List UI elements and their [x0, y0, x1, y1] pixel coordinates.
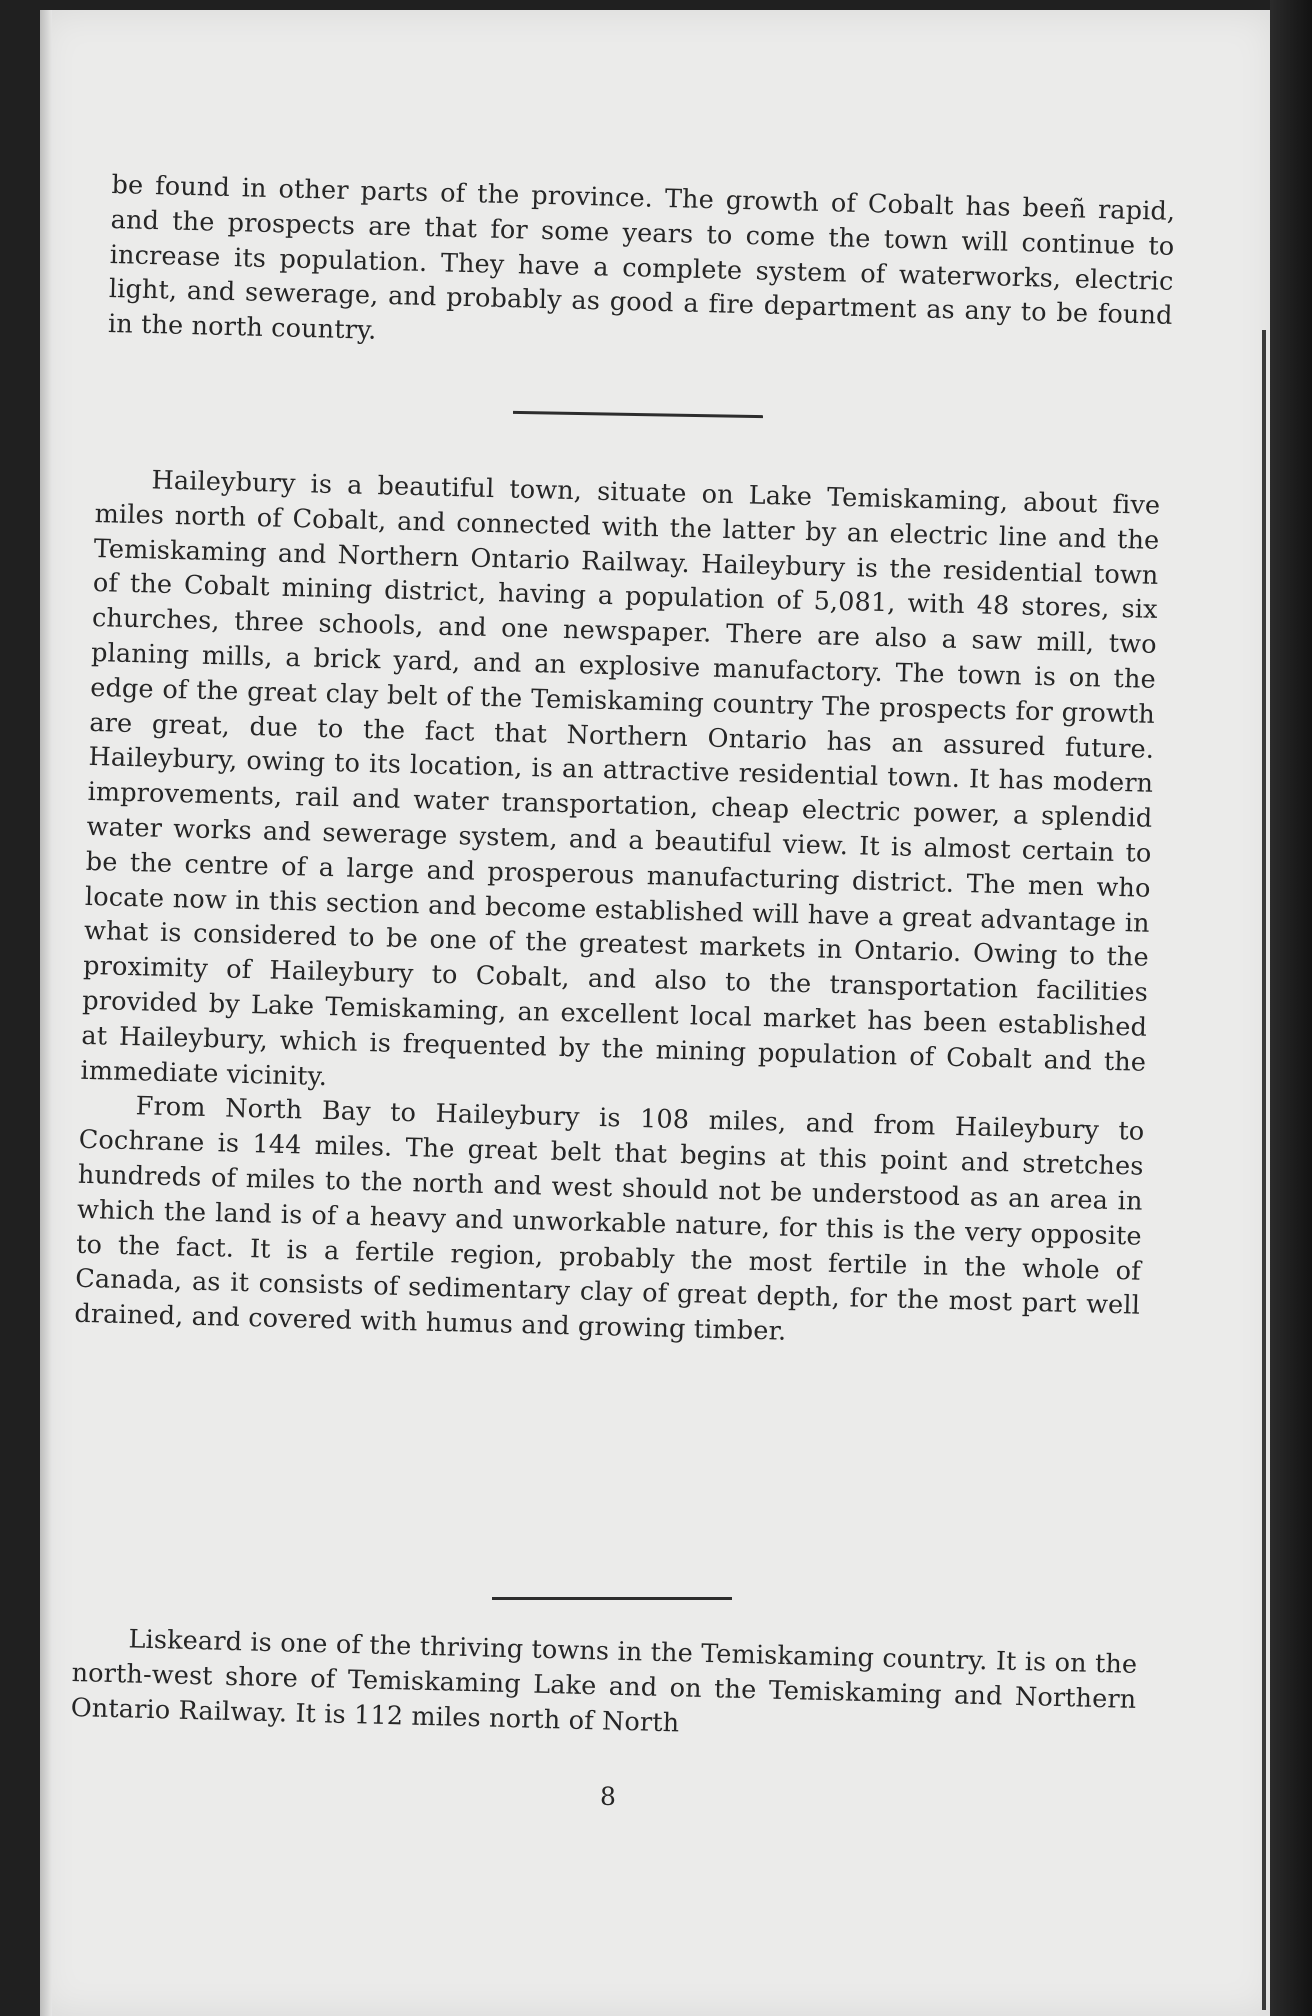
paragraph-cobalt-continuation: be found in other parts of the province. The growth of Cobalt has beeñ rapid, and the prospects are that for some years to come the town will continue to increase its population. They have a complete system of waterworks, electric light, and sewerage, and probably as good a fire department as any to be found in the north country.	[107, 169, 1176, 346]
paragraph-liskeard: Liskeard is one of the thriving towns in the Temiskaming country. It is on the north-west shore of Temiskaming Lake and on the Temiskaming and Northern Ontario Railway. It is 112 miles north of North	[70, 1624, 1138, 1738]
cobalt-paragraph-block	[108, 168, 1176, 369]
section-divider-2	[492, 1597, 732, 1600]
page-left-edge	[40, 10, 52, 2016]
page-gutter-line	[1262, 330, 1266, 2010]
haileybury-paragraph-block	[74, 462, 1161, 1359]
paragraph-haileybury-2: From North Bay to Haileybury is 108 miles, and from Haileybury to Cochrane is 144 miles. The great belt that begins at this point and stretches hundreds of miles to the north and west should not be understood as an area in which the land is of a heavy and unworkable nature, for this is the very opposite to the fact. It is a fertile region, probably the most fertile in the whole of Canada, as it consists of sedimentary clay of great depth, for the most part well drained, and covered with humus and growing timber.	[74, 1091, 1145, 1347]
page-number: 8	[600, 1782, 616, 1811]
paragraph-haileybury-1: Haileybury is a beautiful town, situate on Lake Temiskaming, about five miles north of Cobalt, and connected with the latter by an electric line and the Temiskaming and Northern Ontario Railway. Haileybury is the residential town of the Cobalt mining district, having a population of 5,081, with 48 stores, six churches, three schools, and one newspaper. There are also a saw mill, two planing mills, a brick yard, and an explosive manufactory. The town is on the edge of the great clay belt of the Temiskaming country The prospects for growth are great, due to the fact that Northern Ontario has an assured future. Haileybury, owing to its location, is an attractive residential town. It has modern improvements, rail and water transportation, cheap electric power, a splendid water works and sewerage system, and a beautiful view. It is almost certain to be the centre of a large and prosperous manufacturing district. The men who locate now in this section and become established will have a great advantage in what is considered to be one of the greatest markets in Ontario. Owing to the proximity of Haileybury to Cobalt, and also to the transportation facilities provided by Lake Temiskaming, an excellent local market has been established at Haileybury, which is frequented by the mining population of Cobalt and the immediate vicinity.	[80, 465, 1161, 1092]
book-spine	[1270, 0, 1312, 2016]
